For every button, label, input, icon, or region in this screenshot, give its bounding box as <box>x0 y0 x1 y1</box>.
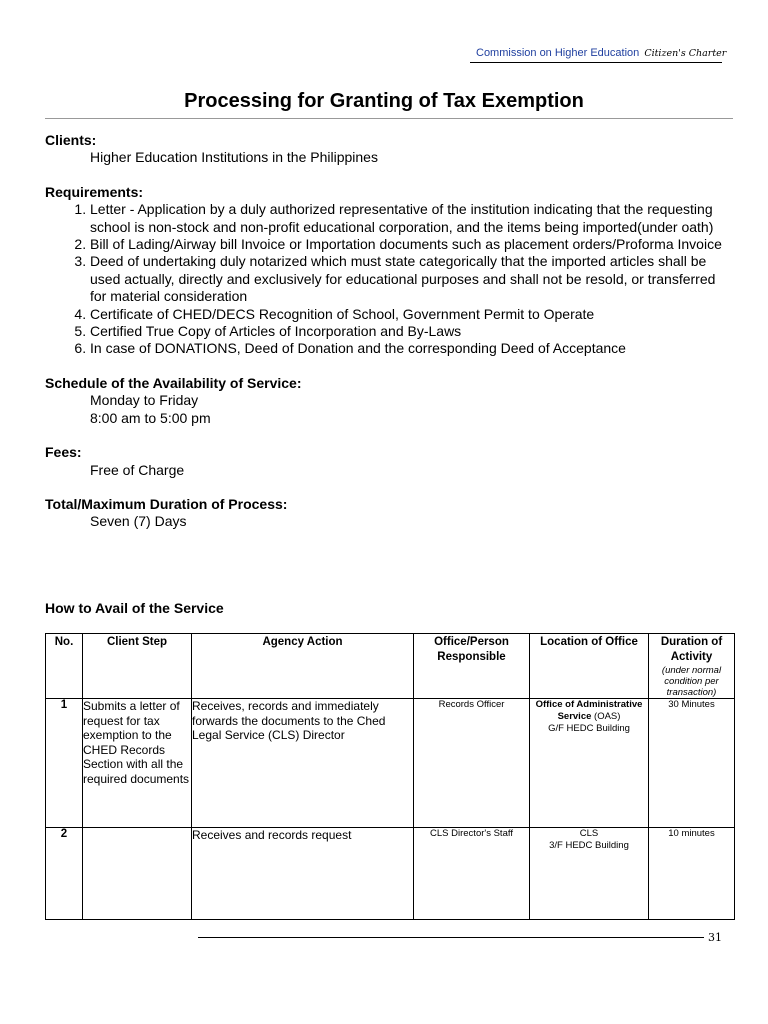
schedule-hours: 8:00 am to 5:00 pm <box>90 409 211 426</box>
header-document-title: Citizen's Charter <box>644 48 727 59</box>
duration-label: Total/Maximum Duration of Process: <box>45 495 288 512</box>
agency-action-cell: Receives and records request <box>192 828 414 920</box>
duration-header-label: Duration of Activity <box>660 636 723 663</box>
table-row <box>46 699 735 828</box>
page-number: 31 <box>708 931 722 944</box>
requirements-label: Requirements: <box>45 183 144 200</box>
column-header-agency-action: Agency Action <box>192 634 414 699</box>
step-number: 2 <box>46 828 83 920</box>
client-step-cell: Submits a letter of request for tax exemption to the CHED Records Section with all the required documents <box>83 699 192 828</box>
requirement-item: 4. Certificate of CHED/DECS Recognition of School, Government Permit to Operate <box>90 306 735 323</box>
table-row <box>46 828 735 920</box>
fees-value: Free of Charge <box>90 461 185 478</box>
fees-label: Fees: <box>45 444 82 461</box>
column-header-duration <box>649 634 735 699</box>
step-number: 1 <box>46 699 83 828</box>
location-cell <box>530 828 649 920</box>
clients-label: Clients: <box>45 132 97 148</box>
schedule-days: Monday to Friday <box>90 392 199 409</box>
duration-header-note: (under normal condition per transaction) <box>661 665 722 698</box>
main-content <box>45 132 735 531</box>
requirement-item: 3. Deed of undertaking duly notarized which must state categorically that the imported articles shall be used actually, directly and exclusively for educational purposes and shall not be resold, or transferred for material consideration <box>90 253 735 305</box>
office-person-cell: CLS Director's Staff <box>414 828 530 920</box>
location-office-name: CLS <box>579 828 599 839</box>
requirements-list <box>45 201 735 358</box>
service-steps-table <box>45 633 735 920</box>
duration-value: Seven (7) Days <box>90 513 187 530</box>
column-header-office-person: Office/Person Responsible <box>414 634 530 699</box>
location-building: 3/F HEDC Building <box>549 840 629 851</box>
how-to-avail-title: How to Avail of the Service <box>45 600 224 616</box>
location-office-abbrev: (OAS) <box>594 711 621 722</box>
location-office-name: Office of Administrative Service <box>535 699 643 722</box>
footer-rule <box>198 937 704 938</box>
duration-cell: 30 Minutes <box>649 699 735 828</box>
client-step-cell <box>83 828 192 920</box>
agency-action-cell: Receives, records and immediately forwards the documents to the Ched Legal Service (CLS) Director <box>192 699 414 828</box>
office-person-cell: Records Officer <box>414 699 530 828</box>
column-header-no: No. <box>46 634 83 699</box>
requirement-item: 2. Bill of Lading/Airway bill Invoice or Importation documents such as placement orders/Proforma Invoice <box>90 236 735 253</box>
column-header-client-step: Client Step <box>83 634 192 699</box>
title-rule <box>45 118 733 119</box>
requirement-item: 1. Letter - Application by a duly authorized representative of the institution indicating that the requesting school is non-stock and non-profit educational corporation, and the items being imported(under oath) <box>90 201 735 236</box>
location-building: G/F HEDC Building <box>548 723 630 734</box>
requirement-item: 5. Certified True Copy of Articles of Incorporation and By-Laws <box>90 323 735 340</box>
column-header-location: Location of Office <box>530 634 649 699</box>
table-header-row <box>46 634 735 699</box>
clients-value: Higher Education Institutions in the Philippines <box>90 149 378 166</box>
schedule-label: Schedule of the Availability of Service: <box>45 374 302 391</box>
duration-cell: 10 minutes <box>649 828 735 920</box>
location-cell <box>530 699 649 828</box>
requirement-item: 6. In case of DONATIONS, Deed of Donation and the corresponding Deed of Acceptance <box>90 340 735 357</box>
running-header <box>476 47 727 59</box>
page-title: Processing for Granting of Tax Exemption <box>184 90 584 112</box>
header-rule <box>470 62 722 63</box>
header-organization: Commission on Higher Education <box>476 47 640 59</box>
